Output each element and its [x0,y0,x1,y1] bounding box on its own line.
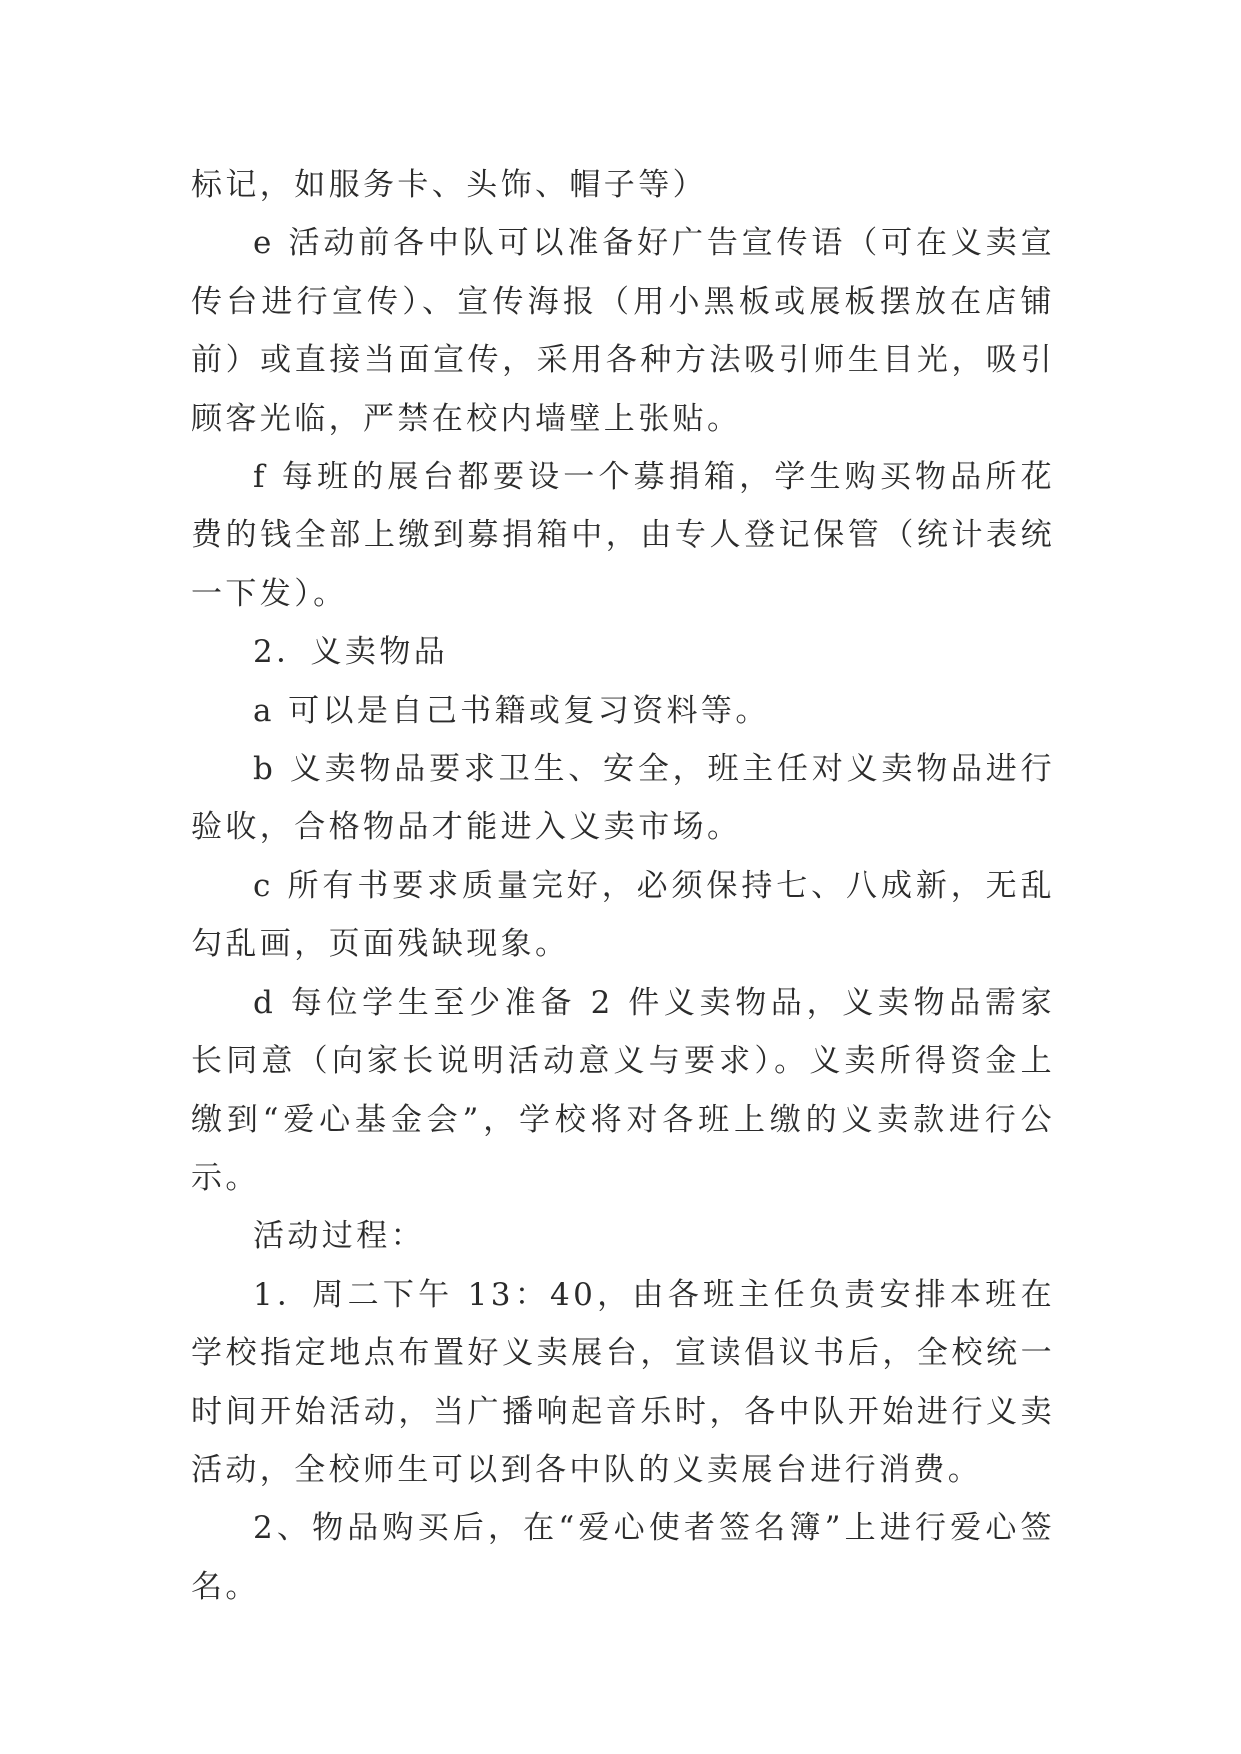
paragraph-step-1: 1．周二下午 13：40，由各班主任负责安排本班在学校指定地点布置好义卖展台，宣读倡议书后，全校统一时间开始活动，当广播响起音乐时，各中队开始进行义卖活动，全校师生可以到各中队的义卖展台进行消费。 [191,1276,1055,1488]
paragraph-continuation: 标记，如服务卡、头饰、帽子等） [191,167,707,203]
paragraph-item-a: a 可以是自己书籍或复习资料等。 [253,692,770,729]
paragraph-item-b: b 义卖物品要求卫生、安全，班主任对义卖物品进行验收，合格物品才能进入义卖市场。 [191,751,1055,846]
document-body [191,156,1055,1616]
paragraph-item-c: c 所有书要求质量完好，必须保持七、八成新，无乱勾乱画，页面残缺现象。 [191,867,1055,963]
paragraph-item-f: f 每班的展台都要设一个募捐箱，学生购买物品所花费的钱全部上缴到募捐箱中，由专人登记保管（统计表统一下发）。 [191,459,1055,612]
section-heading-activity-process: 活动过程： [253,1218,425,1255]
paragraph-item-e: e 活动前各中队可以准备好广告宣传语（可在义卖宣传台进行宣传）、宣传海报（用小黑板或展板摆放在店铺前）或直接当面宣传，采用各种方法吸引师生目光，吸引顾客光临，严禁在校内墙壁上张贴。 [191,225,1055,437]
section-heading-charity-items: 2．义卖物品 [253,634,449,671]
paragraph-item-d: d 每位学生至少准备 2 件义卖物品，义卖物品需家长同意（向家长说明活动意义与要求）。义卖所得资金上缴到“爱心基金会”，学校将对各班上缴的义卖款进行公示。 [191,984,1055,1196]
paragraph-step-2: 2、物品购买后，在“爱心使者签名簿”上进行爱心签名。 [191,1510,1055,1605]
